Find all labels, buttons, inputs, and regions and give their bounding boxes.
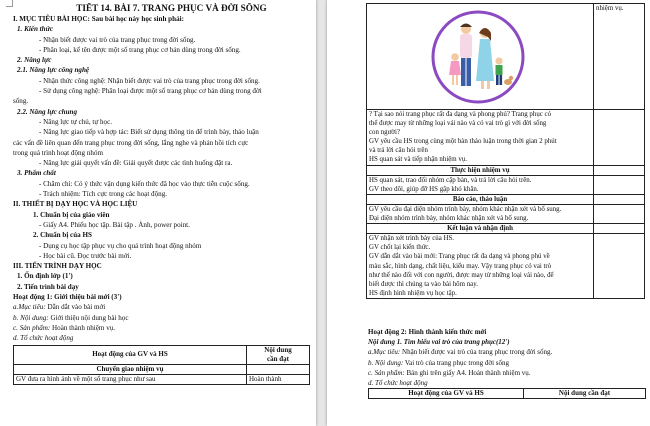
text-line: thể được may từ những loại vải nào và có vai trò gì với đời sống xyxy=(369,120,547,128)
product-text: Bản ghi trên giấy A4. Hoàn thành nhiệm vụ. xyxy=(404,368,531,377)
section-report-discuss: Báo cáo, thảo luận xyxy=(367,194,594,204)
text-line: - Phân loại, kể tên được một số trang phục cơ bản dùng trong đời sống. xyxy=(39,45,241,54)
text-line: HS định hình nhiệm vụ học tập. xyxy=(369,289,457,297)
table-header-activities: Hoạt động của GV và HS xyxy=(14,345,247,364)
activity-2-table xyxy=(368,388,646,399)
table-empty-cell xyxy=(594,165,645,175)
text-line: GV yêu cầu đại diện nhóm trình bày, nhóm khác nhận xét và bổ sung. xyxy=(369,205,562,213)
text-line: 2. Chuẩn bị của HS xyxy=(33,231,92,240)
text-line: màu sắc, hình dạng, chất liệu, kiểu may. Vậy trang phục có vai trò xyxy=(369,262,552,270)
table-header-content xyxy=(247,345,310,364)
table-row xyxy=(367,4,645,110)
table-section-row xyxy=(367,224,645,234)
text-line: GV theo dõi, giúp đỡ HS gặp khó khăn. xyxy=(369,185,479,193)
document-page-left xyxy=(0,0,316,426)
table-cell-outcome: nhiệm vụ. xyxy=(594,4,645,110)
table-empty-cell xyxy=(594,175,645,194)
content-lead: b. Nội dung: xyxy=(368,358,404,367)
line-text: Hoàn thành nhiệm vụ. xyxy=(50,323,116,332)
text-line: HS quan sát, trao đổi nhóm cặp bàn, và trả lời câu hỏi trên. xyxy=(369,176,532,184)
report-cell xyxy=(367,204,594,223)
text-line xyxy=(13,302,310,312)
table-header-row xyxy=(14,345,310,364)
text-line: 2.1. Năng lực công nghệ xyxy=(17,66,90,75)
table-header-content: Nội dung cần đạt xyxy=(524,389,646,399)
text-line: II. THIẾT BỊ DẠY HỌC VÀ HỌC LIỆU xyxy=(13,200,138,209)
text-line: 2.2. Năng lực chung xyxy=(17,107,78,116)
document-page-right xyxy=(327,0,650,426)
table-empty-cell xyxy=(594,204,645,223)
table-row xyxy=(367,175,645,194)
product-line xyxy=(368,368,646,378)
table-header-content-line2: cần đạt xyxy=(267,354,289,363)
table-header-content-line1: Nội dung xyxy=(264,345,292,354)
text-line xyxy=(13,333,310,343)
table-empty-cell xyxy=(594,234,645,299)
objective-line xyxy=(368,347,646,357)
activity-table xyxy=(13,345,310,386)
table-section-row xyxy=(367,165,645,175)
margin-corner-mark xyxy=(6,0,13,7)
table-section-row xyxy=(367,194,645,204)
organize-line: d. Tổ chức hoạt động xyxy=(368,379,428,388)
text-line: 2. Năng lực xyxy=(17,56,52,65)
text-line: - Học bài cũ. Đọc trước bài mới. xyxy=(39,251,132,260)
text-line: ? Tại sao nói trang phục rất đa dạng và phong phú? Trang phục có xyxy=(369,111,552,118)
content-1-heading: Nội dung 1. Tìm hiểu vai trò của trang phục(12') xyxy=(368,338,510,347)
left-text-lines xyxy=(13,14,310,344)
table-header-activities: Hoạt động của GV và HS xyxy=(369,389,524,399)
section-assign-task: Chuyển giao nhiệm vụ xyxy=(14,364,247,374)
table-empty-cell xyxy=(247,364,310,374)
table-row xyxy=(367,110,645,166)
table-cell-activity: GV đưa ra hình ảnh về một số trang phục như sau xyxy=(14,375,247,385)
section-perform-task: Thực hiện nhiệm vụ xyxy=(367,165,594,175)
table-empty-cell xyxy=(594,224,645,234)
text-line: như thế nào đối với con người, được may từ những loại vải nào, để xyxy=(369,271,554,279)
line-lead: c. Sản phẩm: xyxy=(13,323,51,332)
text-line: các vấn đề liên quan đến trang phục trong đời sống, lắng nghe và phản hồi tích cực xyxy=(13,138,249,147)
table-cell-outcome: Hoàn thành xyxy=(247,375,310,385)
table-row xyxy=(14,375,310,385)
text-line: I. MỤC TIÊU BÀI HỌC: Sau bài học này học sinh phải: xyxy=(13,15,184,23)
text-line: biết được thì chúng ta vào bài hôm nay. xyxy=(369,280,478,288)
text-line: - Năng lực giao tiếp và hợp tác: Biết sử dụng thông tin để trình bày, thảo luận xyxy=(39,128,259,137)
text-line: GV chốt lại kiến thức. xyxy=(369,244,431,252)
image-cell xyxy=(367,4,594,110)
text-line: sống. xyxy=(13,97,29,106)
text-line xyxy=(13,323,310,333)
text-line: - Sử dụng công nghệ: Phân loại được một số trang phục cơ bản dùng trong đời xyxy=(39,87,262,96)
line-lead: a.Mục tiêu: xyxy=(13,303,46,312)
line-text: Dẫn dắt vào bài mới xyxy=(45,303,106,312)
table-header-row xyxy=(369,389,646,399)
text-line: 2. Tiến trình bài dạy xyxy=(17,282,79,291)
content-line xyxy=(368,358,646,368)
text-line: - Dụng cụ học tập phục vụ cho quá trình hoạt động nhóm xyxy=(39,241,202,250)
text-line: con người? xyxy=(369,129,400,137)
line-lead: d. Tổ chức hoạt động xyxy=(13,334,74,343)
conclusion-cell xyxy=(367,234,594,299)
table-empty-cell xyxy=(594,194,645,204)
table-empty-cell xyxy=(594,110,645,166)
text-line: - Nhận biết được vai trò của trang phục trong đời sống. xyxy=(39,35,196,44)
product-lead: c. Sản phẩm: xyxy=(368,368,405,377)
objective-lead: a.Mục tiêu: xyxy=(368,348,401,357)
table-row xyxy=(367,204,645,223)
activity-2-heading: Hoạt động 2: Hình thành kiến thức mới xyxy=(368,328,487,336)
text-line: GV dẫn dắt vào bài mới: Trang phục rất đa dạng và phong phú về xyxy=(369,253,550,261)
text-line: trong quá trình hoạt động nhóm xyxy=(13,148,104,157)
text-line: GV yêu cầu HS trong cùng một bàn thảo luận trong thời gian 2 phút xyxy=(369,138,557,146)
text-line: Hoạt động 1: Giới thiệu bài mới (3') xyxy=(13,293,122,302)
text-line: - Chăm chỉ: Có ý thức vận dụng kiến thức đã học vào thực tiễn cuộc sống. xyxy=(39,179,250,188)
objective-text: Nhận biết được vai trò của trang phục trong đời sống. xyxy=(400,348,553,357)
question-cell xyxy=(367,110,594,166)
text-line: - Trách nhiệm: Tích cực trong các hoạt động. xyxy=(39,190,168,199)
family-clothing-illustration xyxy=(430,9,526,105)
table-row xyxy=(367,234,645,299)
content-text: Vai trò của trang phục trong đời sống xyxy=(403,358,510,367)
text-line: - Giấy A4. Phiếu học tập. Bài tập . Ảnh, power point. xyxy=(39,220,190,229)
text-line: Đại diện nhóm trình bày, nhóm khác nhận xét và bổ sung. xyxy=(369,215,529,223)
text-line: - Năng lực giải quyết vấn đề: Giải quyết được các tình huống đặt ra. xyxy=(39,159,233,168)
lesson-title: TIẾT 14. BÀI 7. TRANG PHỤC VÀ ĐỜI SỐNG xyxy=(76,3,267,13)
text-line: và trả lời câu hỏi trên xyxy=(369,147,428,155)
text-line: 1. Kiến thức xyxy=(17,25,53,34)
text-line: III. TIẾN TRÌNH DẠY HỌC xyxy=(13,262,102,271)
section-conclusion: Kết luận và nhận định xyxy=(367,224,594,234)
text-line: HS quan sát và tiếp nhận nhiệm vụ. xyxy=(369,156,467,164)
perform-task-cell xyxy=(367,175,594,194)
text-line: - Năng lực tự chủ, tự học. xyxy=(39,117,112,126)
table-section-row xyxy=(14,364,310,374)
text-line: GV nhận xét trình bày của HS. xyxy=(369,235,455,243)
right-page-continuation xyxy=(368,327,646,399)
text-line: 1. Chuẩn bị của giáo viên xyxy=(33,210,110,219)
text-line: 1. Ổn định lớp (1') xyxy=(17,272,73,281)
text-line xyxy=(13,313,310,323)
left-page-content xyxy=(13,3,310,385)
line-text: Giới thiệu nội dung bài học xyxy=(48,313,129,322)
text-line: - Nhận thức công nghệ: Nhận biết được vai trò của trang phục trong đời sống. xyxy=(39,76,260,85)
line-lead: b. Nội dung: xyxy=(13,313,49,322)
text-line: 3. Phẩm chất xyxy=(17,169,56,178)
continued-activity-table xyxy=(366,3,645,299)
